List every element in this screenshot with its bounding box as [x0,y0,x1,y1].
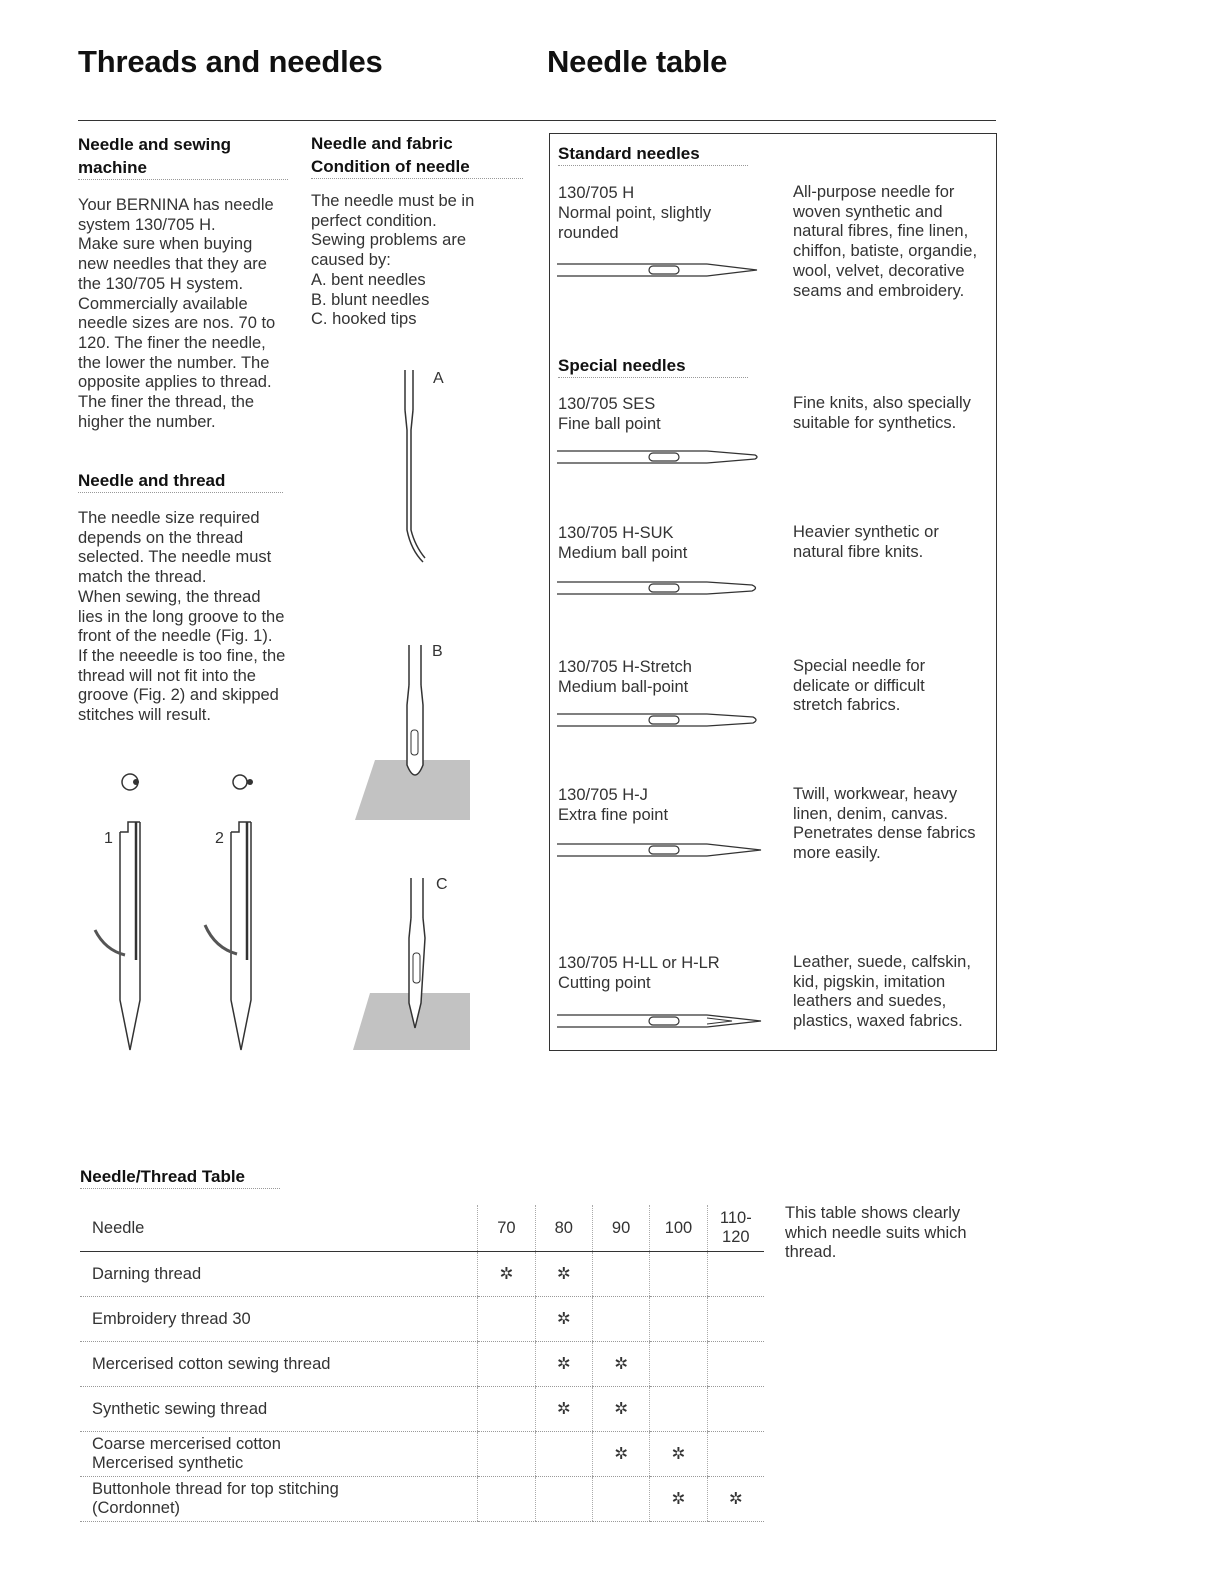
empty-cell [478,1297,535,1342]
suitable-mark-icon: ✲ [535,1252,592,1297]
needle-thread-table [80,1205,764,1522]
empty-cell [592,1297,649,1342]
table-row [80,1342,764,1387]
suitable-mark-icon: ✲ [592,1387,649,1432]
empty-cell [650,1252,707,1297]
special-needle-desc: Fine knits, also specially suitable for synthetics. [793,394,971,432]
empty-cell [707,1252,764,1297]
fig-label-2: 2 [215,830,224,847]
table-row [80,1252,764,1297]
thread-name-cell: Buttonhole thread for top stitching (Cordonnet) [80,1477,478,1522]
empty-cell [650,1387,707,1432]
empty-cell [535,1432,592,1477]
suitable-mark-icon: ✲ [535,1387,592,1432]
needle-thread-table-heading: Needle/Thread Table [80,1165,280,1189]
table-row [80,1387,764,1432]
suitable-mark-icon: ✲ [535,1342,592,1387]
marker-a: A [433,370,444,387]
hooked-needle-icon [345,878,475,1053]
special-needle-name: 130/705 H-SUK Medium ball point [558,524,688,562]
suitable-mark-icon: ✲ [707,1477,764,1522]
empty-cell [478,1477,535,1522]
marker-c: C [436,876,448,893]
blunt-needle-icon [345,645,475,825]
needle-machine-heading: Needle and sewing machine [78,133,288,180]
ses-needle-drawing [557,445,767,471]
special-needle-desc: Special needle for delicate or difficult stretch fabrics. [793,657,926,715]
empty-cell [478,1387,535,1432]
fig1-needle-icon [95,822,140,1050]
size-header-cell: 70 [478,1205,535,1252]
special-needle-desc: Leather, suede, calfskin, kid, pigskin, imitation leathers and suedes, plastics, waxed fabrics. [793,953,971,1031]
table-body [80,1252,764,1522]
fig1-cross-section-icon [122,774,139,790]
special-needles-heading: Special needles [558,354,748,378]
special-needle-name: 130/705 H-Stretch Medium ball-point [558,658,692,696]
thread-name-cell: Coarse mercerised cotton Mercerised synthetic [80,1432,478,1477]
suitable-mark-icon: ✲ [478,1252,535,1297]
needle-header-cell: Needle [80,1205,478,1252]
needle-thread-heading: Needle and thread [78,469,283,493]
empty-cell [592,1477,649,1522]
size-header-cell: 80 [535,1205,592,1252]
j-needle-drawing [557,838,767,864]
table-row [80,1477,764,1522]
suitable-mark-icon: ✲ [650,1432,707,1477]
empty-cell [535,1477,592,1522]
special-needle-name: 130/705 H-LL or H-LR Cutting point [558,954,720,992]
thread-groove-figures [90,760,280,1060]
needle-fabric-text: The needle must be in perfect condition. Sewing problems are caused by: A. bent needles B. blunt needles C. hooked tips [311,192,475,329]
standard-needle-name: 130/705 H Normal point, slightly rounded [558,184,712,242]
empty-cell [707,1432,764,1477]
suitable-mark-icon: ✲ [535,1297,592,1342]
header-rule [78,120,996,121]
special-needle-name: 130/705 SES Fine ball point [558,395,661,433]
table-note: This table shows clearly which needle suits which thread. [785,1204,967,1262]
cutting-needle-drawing [557,1009,767,1035]
marker-b: B [432,643,443,660]
needle-fabric-heading: Needle and fabric Condition of needle [311,132,523,179]
size-header-cell: 110- 120 [707,1205,764,1252]
page-title-right: Needle table [547,44,728,79]
thread-name-cell: Mercerised cotton sewing thread [80,1342,478,1387]
suk-needle-drawing [557,576,767,602]
empty-cell [478,1432,535,1477]
thread-name-cell: Embroidery thread 30 [80,1297,478,1342]
thread-name-cell: Darning thread [80,1252,478,1297]
size-header-cell: 100 [650,1205,707,1252]
standard-needles-heading: Standard needles [558,142,748,166]
standard-needle-drawing [557,258,767,284]
special-needle-desc: Heavier synthetic or natural fibre knits. [793,523,939,561]
table-row [80,1432,764,1477]
bent-needle-icon [395,370,435,570]
size-header-cell: 90 [592,1205,649,1252]
standard-needle-desc: All-purpose needle for woven synthetic and natural fibres, fine linen, chiffon, batiste, organdie, wool, velvet, decorative seams and embroidery. [793,183,978,300]
fig-label-1: 1 [104,830,113,847]
special-needle-name: 130/705 H-J Extra fine point [558,786,669,824]
thread-name-cell: Synthetic sewing thread [80,1387,478,1432]
table-header-row [80,1205,764,1252]
table-row [80,1297,764,1342]
empty-cell [707,1342,764,1387]
empty-cell [650,1342,707,1387]
empty-cell [650,1297,707,1342]
empty-cell [592,1252,649,1297]
page-title-left: Threads and needles [78,44,383,79]
empty-cell [478,1342,535,1387]
suitable-mark-icon: ✲ [592,1342,649,1387]
fig2-cross-section-icon [233,775,253,789]
needle-machine-text: Your BERNINA has needle system 130/705 H. Make sure when buying new needles that they are the 130/705 H system. Commercially available needle sizes are nos. 70 to 120. The finer the needle, the lower the number. The opposite applies to thread. The finer the thread, the higher the number. [78,196,276,431]
fig2-needle-icon [205,822,251,1050]
empty-cell [707,1387,764,1432]
needle-thread-text: The needle size required depends on the thread selected. The needle must match the thread. When sewing, the thread lies in the long groove to the front of the needle (Fig. 1). If the neeedle is too fine, the thread will not fit into the groove (Fig. 2) and skipped stitches will result. [78,509,286,725]
special-needle-desc: Twill, workwear, heavy linen, denim, canvas. Penetrates dense fabrics more easily. [793,785,976,863]
suitable-mark-icon: ✲ [592,1432,649,1477]
stretch-needle-drawing [557,708,767,734]
empty-cell [707,1297,764,1342]
suitable-mark-icon: ✲ [650,1477,707,1522]
